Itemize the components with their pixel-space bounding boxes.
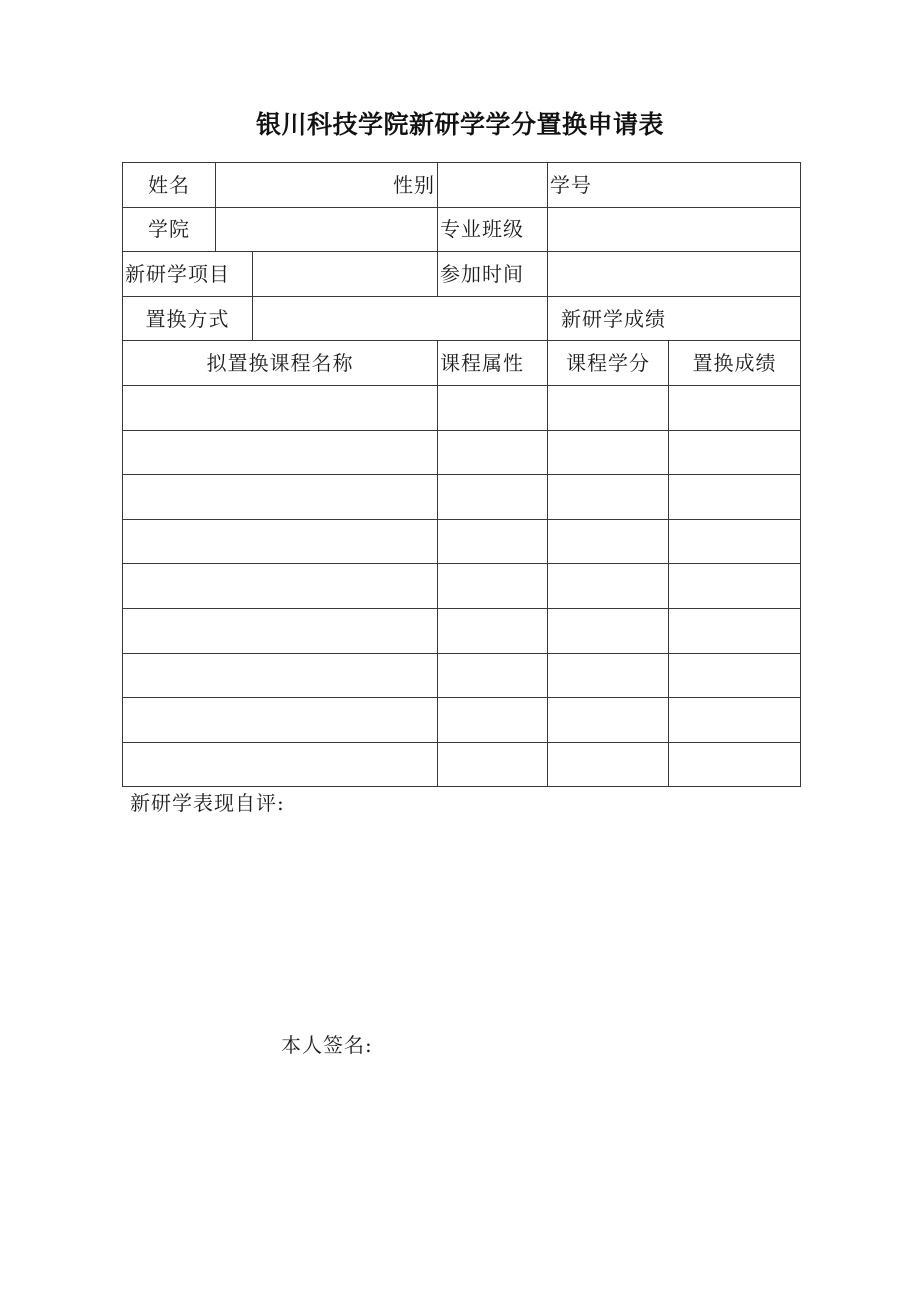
course-name-cell — [123, 519, 438, 564]
major-class-label: 专业班级 — [438, 207, 548, 252]
course-row — [123, 430, 801, 475]
course-credit-cell — [548, 608, 669, 653]
replacement-method-label: 置换方式 — [123, 296, 253, 341]
course-credit-cell — [548, 385, 669, 430]
student-id-label: 学号 — [548, 163, 801, 208]
participation-time-value-cell — [548, 252, 801, 297]
course-attribute-cell — [438, 698, 548, 743]
college-label: 学院 — [123, 207, 216, 252]
course-name-cell — [123, 564, 438, 609]
course-attribute-cell — [438, 742, 548, 787]
course-attribute-cell — [438, 430, 548, 475]
course-row — [123, 475, 801, 520]
course-name-cell — [123, 698, 438, 743]
course-name-cell — [123, 608, 438, 653]
replacement-grade-cell — [669, 742, 801, 787]
replacement-grade-cell — [669, 519, 801, 564]
course-attribute-header: 课程属性 — [438, 341, 548, 386]
replacement-grade-cell — [669, 608, 801, 653]
gender-value-cell — [438, 163, 548, 208]
course-name-cell — [123, 475, 438, 520]
course-row — [123, 653, 801, 698]
replacement-grade-header: 置换成绩 — [669, 341, 801, 386]
course-attribute-cell — [438, 385, 548, 430]
course-name-cell — [123, 653, 438, 698]
course-credit-cell — [548, 653, 669, 698]
participation-time-label: 参加时间 — [438, 252, 548, 297]
document-title: 银川科技学院新研学学分置换申请表 — [255, 110, 664, 139]
course-credit-cell — [548, 742, 669, 787]
project-label: 新研学项目 — [123, 252, 253, 297]
course-name-header: 拟置换课程名称 — [123, 341, 438, 386]
course-attribute-cell — [438, 564, 548, 609]
form-row-replacement — [123, 296, 801, 341]
replacement-method-value-cell — [253, 296, 548, 341]
college-value-cell — [216, 207, 438, 252]
major-class-value-cell — [548, 207, 801, 252]
course-attribute-cell — [438, 608, 548, 653]
course-name-cell — [123, 742, 438, 787]
self-evaluation-label: 新研学表现自评: — [130, 791, 285, 815]
course-row — [123, 519, 801, 564]
course-attribute-cell — [438, 653, 548, 698]
research-grade-label: 新研学成绩 — [548, 296, 801, 341]
form-row-college — [123, 207, 801, 252]
application-form-table — [122, 162, 801, 787]
course-table-header — [123, 341, 801, 386]
course-credit-cell — [548, 564, 669, 609]
replacement-grade-cell — [669, 698, 801, 743]
course-name-cell — [123, 430, 438, 475]
course-name-cell — [123, 385, 438, 430]
course-row — [123, 385, 801, 430]
replacement-grade-cell — [669, 385, 801, 430]
course-row — [123, 564, 801, 609]
form-row-name — [123, 163, 801, 208]
signature-label: 本人签名: — [281, 1033, 373, 1057]
replacement-grade-cell — [669, 564, 801, 609]
project-value-cell — [253, 252, 438, 297]
course-credit-cell — [548, 519, 669, 564]
course-credit-header: 课程学分 — [548, 341, 669, 386]
course-credit-cell — [548, 475, 669, 520]
course-credit-cell — [548, 698, 669, 743]
gender-label: 性别 — [216, 163, 438, 208]
course-row — [123, 742, 801, 787]
course-row — [123, 608, 801, 653]
name-label: 姓名 — [123, 163, 216, 208]
course-credit-cell — [548, 430, 669, 475]
replacement-grade-cell — [669, 653, 801, 698]
course-row — [123, 698, 801, 743]
replacement-grade-cell — [669, 430, 801, 475]
course-attribute-cell — [438, 475, 548, 520]
form-row-project — [123, 252, 801, 297]
course-attribute-cell — [438, 519, 548, 564]
replacement-grade-cell — [669, 475, 801, 520]
